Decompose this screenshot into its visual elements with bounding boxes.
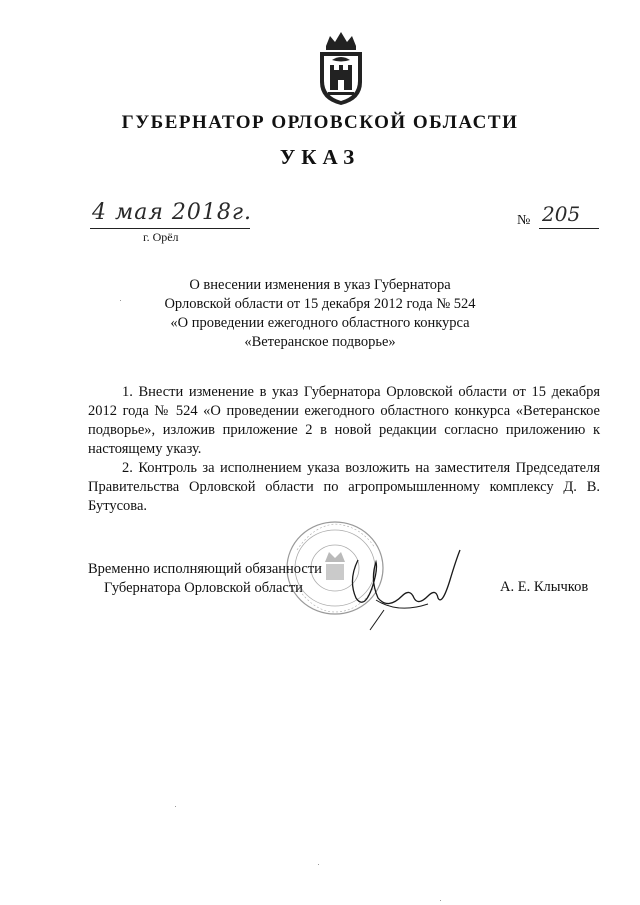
scan-speck <box>175 806 176 807</box>
handwritten-number: 205 <box>542 202 581 226</box>
scan-speck <box>318 864 319 865</box>
decree-subject <box>0 276 640 352</box>
position-line-1: Временно исполняющий обязанности <box>88 561 322 577</box>
date-underline <box>90 228 250 229</box>
signatory-name: А. Е. Клычков <box>500 579 589 595</box>
coat-of-arms-icon <box>316 30 366 106</box>
number-label: № <box>517 213 531 228</box>
position-line-2: Губернатора Орловской области <box>104 580 303 596</box>
subject-line: «Ветеранское подворье» <box>244 334 396 350</box>
subject-line: О внесении изменения в указ Губернатора <box>189 277 451 293</box>
handwritten-date: 4 мая 2018г. <box>92 200 253 225</box>
document-type-heading: УКАЗ <box>279 145 361 169</box>
organization-title: ГУБЕРНАТОР ОРЛОВСКОЙ ОБЛАСТИ <box>121 112 519 133</box>
city-label: г. Орёл <box>143 230 179 244</box>
subject-line: «О проведении ежегодного областного конкурса <box>170 315 470 331</box>
body-paragraph-2: 2. Контроль за исполнением указа возложить на заместителя Председателя Правительства Орловской области по агропромышленному комплексу Д. В. Бутусова. <box>88 460 600 514</box>
subject-line: Орловской области от 15 декабря 2012 года № 524 <box>164 296 476 312</box>
scan-speck <box>120 300 121 301</box>
handwritten-signature-icon <box>318 540 468 632</box>
body-paragraph-1: 1. Внести изменение в указ Губернатора Орловской области от 15 декабря 2012 года № 524 «О проведении ежегодного областного конкурса «Ветеранское подворье», изложив приложение 2 в новой редакции согласно приложению к настоящему указу. <box>88 384 600 457</box>
number-underline <box>539 228 599 229</box>
scan-speck <box>440 900 441 901</box>
signatory-position <box>88 560 322 598</box>
